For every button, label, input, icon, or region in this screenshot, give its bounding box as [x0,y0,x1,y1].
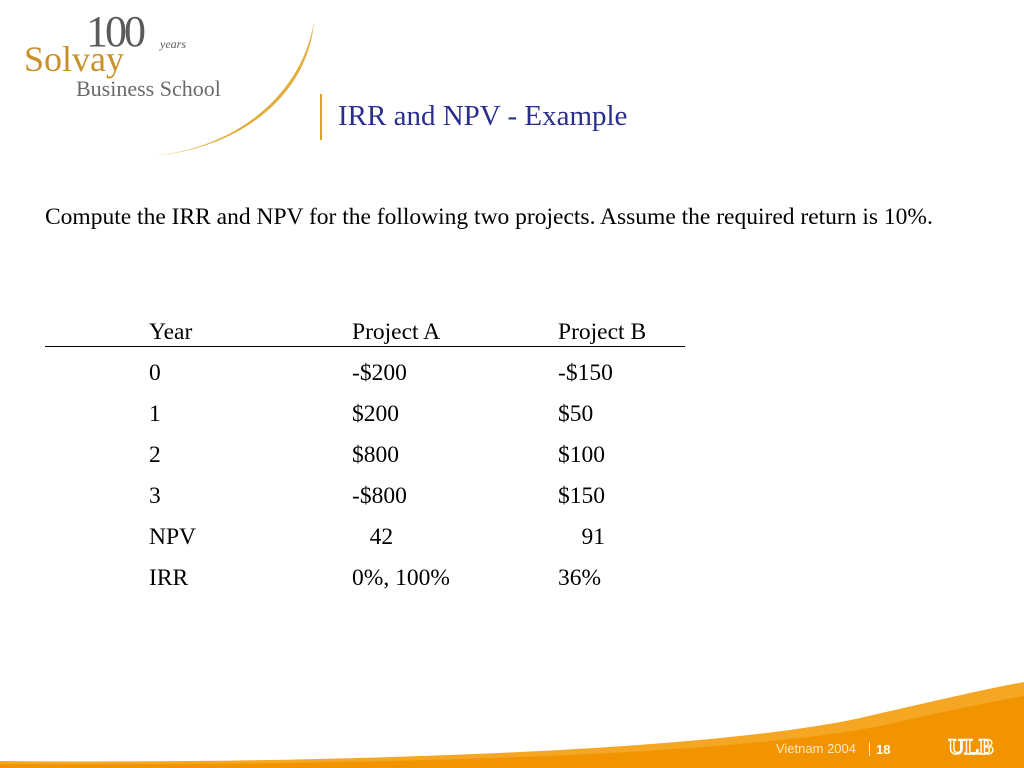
project-a-value: -$800 [352,483,407,509]
cashflow-table [45,314,685,601]
svg-text:ULB: ULB [948,734,994,758]
ulb-logo-icon [940,734,1002,758]
project-b-value: -$150 [558,360,613,386]
project-a-value: $200 [352,401,399,427]
table-row [45,437,685,478]
project-a-value: 0%, 100% [352,565,450,591]
header-project-b: Project B [558,319,647,345]
intro-text: Compute the IRR and NPV for the following two projects. Assume the required return is 10%. [45,204,933,230]
project-b-value: $150 [558,483,605,509]
logo-100: 100 [86,7,143,56]
project-a-value: -$200 [352,360,407,386]
project-a-value: 42 [352,524,394,550]
project-b-value: 36% [558,565,602,591]
project-b-value: 91 [558,524,605,550]
logo-subtitle: Business School [76,76,221,101]
row-label: NPV [149,524,197,550]
slide-title: IRR and NPV - Example [338,100,628,132]
project-b-value: $50 [558,401,594,427]
table-row [45,478,685,519]
row-label: 3 [149,483,161,509]
footer-wave-icon [0,658,1024,768]
table-row [45,560,685,601]
title-divider [320,94,322,140]
table-row [45,519,685,560]
logo-brand: Solvay [24,39,125,79]
table-header [45,314,685,347]
table-row [45,396,685,437]
row-label: 0 [149,360,161,386]
row-label: 1 [149,401,161,427]
row-label: IRR [149,565,189,591]
table-row [45,355,685,396]
page-number: 18 [876,742,891,757]
header-year: Year [149,319,193,345]
row-label: 2 [149,442,161,468]
footer-event: Vietnam 2004 [776,741,856,756]
logo-years: years [160,37,186,51]
footer-separator [869,742,870,756]
project-b-value: $100 [558,442,605,468]
project-a-value: $800 [352,442,399,468]
header-project-a: Project A [352,319,441,345]
